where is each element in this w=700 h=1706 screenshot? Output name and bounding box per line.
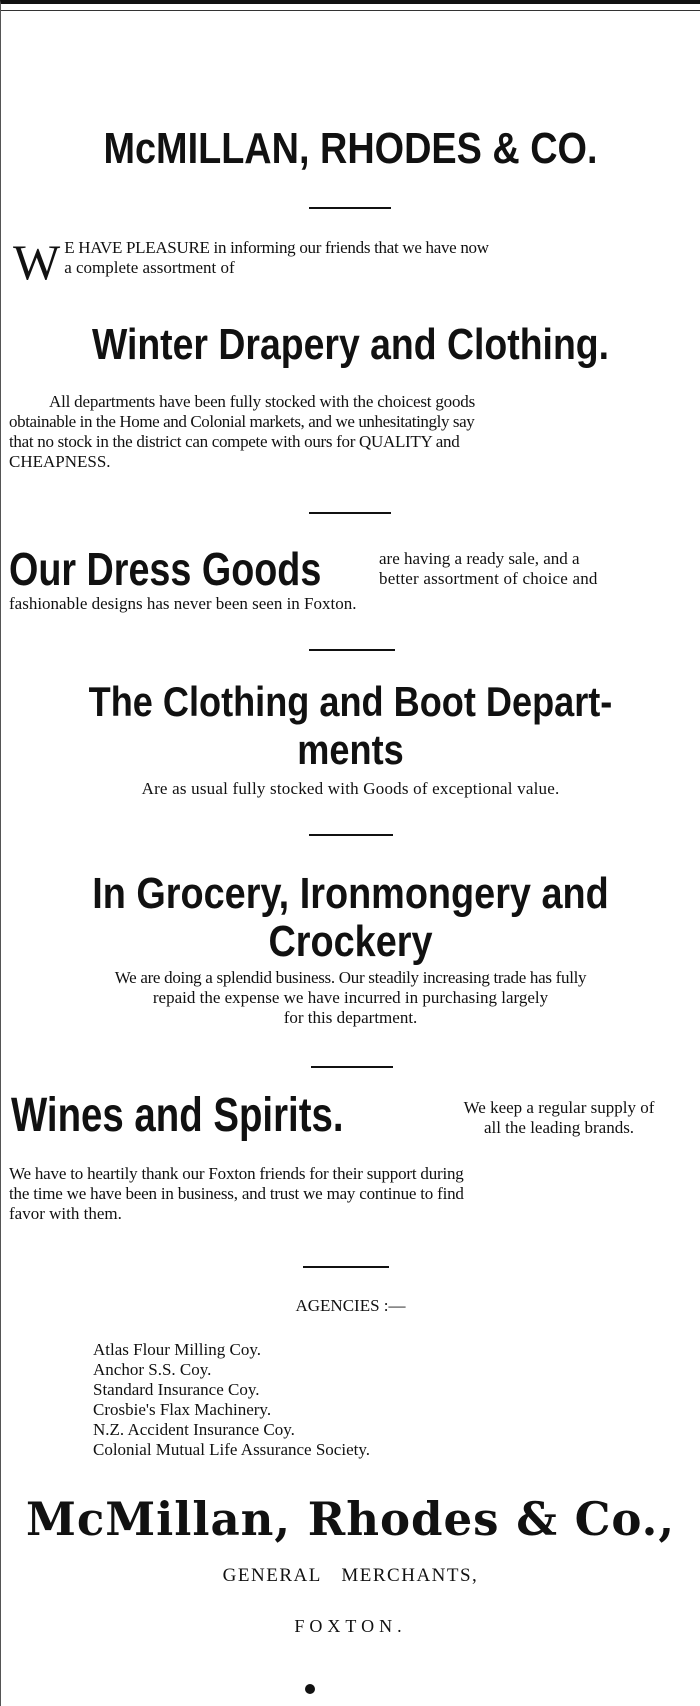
list-item: Atlas Flour Milling Coy. (93, 1340, 261, 1359)
list-item: Standard Insurance Coy. (93, 1380, 260, 1399)
body-line: that no stock in the district can compete with ours for QUALITY and (9, 432, 460, 451)
grocery-heading-cont: Crockery (268, 917, 433, 966)
divider (309, 512, 391, 514)
divider (303, 1266, 389, 1268)
body-line: repaid the expense we have incurred in purchasing largely (152, 988, 549, 1007)
list-item: Crosbie's Flax Machinery. (93, 1400, 272, 1419)
clothing-heading-cont: ments (297, 726, 404, 773)
footer-role: GENERAL MERCHANTS, (222, 1565, 479, 1586)
grocery-paragraph (1, 968, 700, 1028)
body-line: for this department. (283, 1008, 418, 1027)
dress-side-text (379, 549, 695, 589)
body-line: better assortment of choice and (379, 569, 598, 588)
list-item: Colonial Mutual Life Assurance Society. (93, 1440, 370, 1459)
divider (309, 207, 391, 209)
dress-side-line1: are having a ready sale, and a (379, 549, 580, 568)
body-line: We keep a regular supply of (463, 1098, 655, 1117)
drop-cap: W (13, 234, 61, 290)
footer-place: FOXTON. (294, 1616, 407, 1636)
body-line: favor with them. (9, 1204, 122, 1223)
list-item: Anchor S.S. Coy. (93, 1360, 212, 1379)
body-line: All departments have been fully stocked with the choicest goods (49, 392, 475, 411)
body-line: We have to heartily thank our Foxton friends for their support during (9, 1164, 464, 1183)
body-line (379, 549, 695, 569)
wines-side-text (423, 1098, 695, 1138)
intro-line: a complete assortment of (64, 258, 235, 277)
divider (309, 834, 393, 836)
masthead-title: McMILLAN, RHODES & CO. (103, 124, 598, 173)
clothing-heading: The Clothing and Boot Depart- (88, 678, 613, 725)
winter-paragraph (9, 392, 694, 472)
body-line: We are doing a splendid business. Our steadily increasing trade has fully (114, 968, 587, 987)
top-rule (1, 10, 700, 11)
divider (309, 649, 395, 651)
body-line: the time we have been in business, and trust we may continue to find (9, 1184, 464, 1203)
dress-line: fashionable designs has never been seen in Foxton. (9, 594, 357, 613)
wines-heading: Wines and Spirits. (11, 1089, 344, 1142)
grocery-heading: In Grocery, Ironmongery and (92, 869, 609, 918)
footer-company-name: McMillan, Rhodes & Co., (25, 1492, 676, 1546)
agencies-title: AGENCIES :— (295, 1296, 406, 1315)
clothing-body: Are as usual fully stocked with Goods of exceptional value. (141, 779, 560, 798)
thanks-paragraph (9, 1164, 694, 1224)
bullet-ornament-icon (305, 1684, 315, 1694)
intro-line: E HAVE PLEASURE in informing our friends that we have now (64, 238, 489, 257)
agencies-list (93, 1340, 370, 1460)
divider (311, 1066, 393, 1068)
list-item: N.Z. Accident Insurance Coy. (93, 1420, 295, 1439)
body-line: CHEAPNESS. (9, 452, 111, 471)
intro-paragraph (13, 234, 693, 290)
body-line: all the leading brands. (483, 1118, 635, 1137)
dress-heading: Our Dress Goods (9, 543, 322, 595)
body-line: obtainable in the Home and Colonial markets, and we unhesitatingly say (9, 412, 475, 431)
winter-heading: Winter Drapery and Clothing. (91, 320, 610, 369)
